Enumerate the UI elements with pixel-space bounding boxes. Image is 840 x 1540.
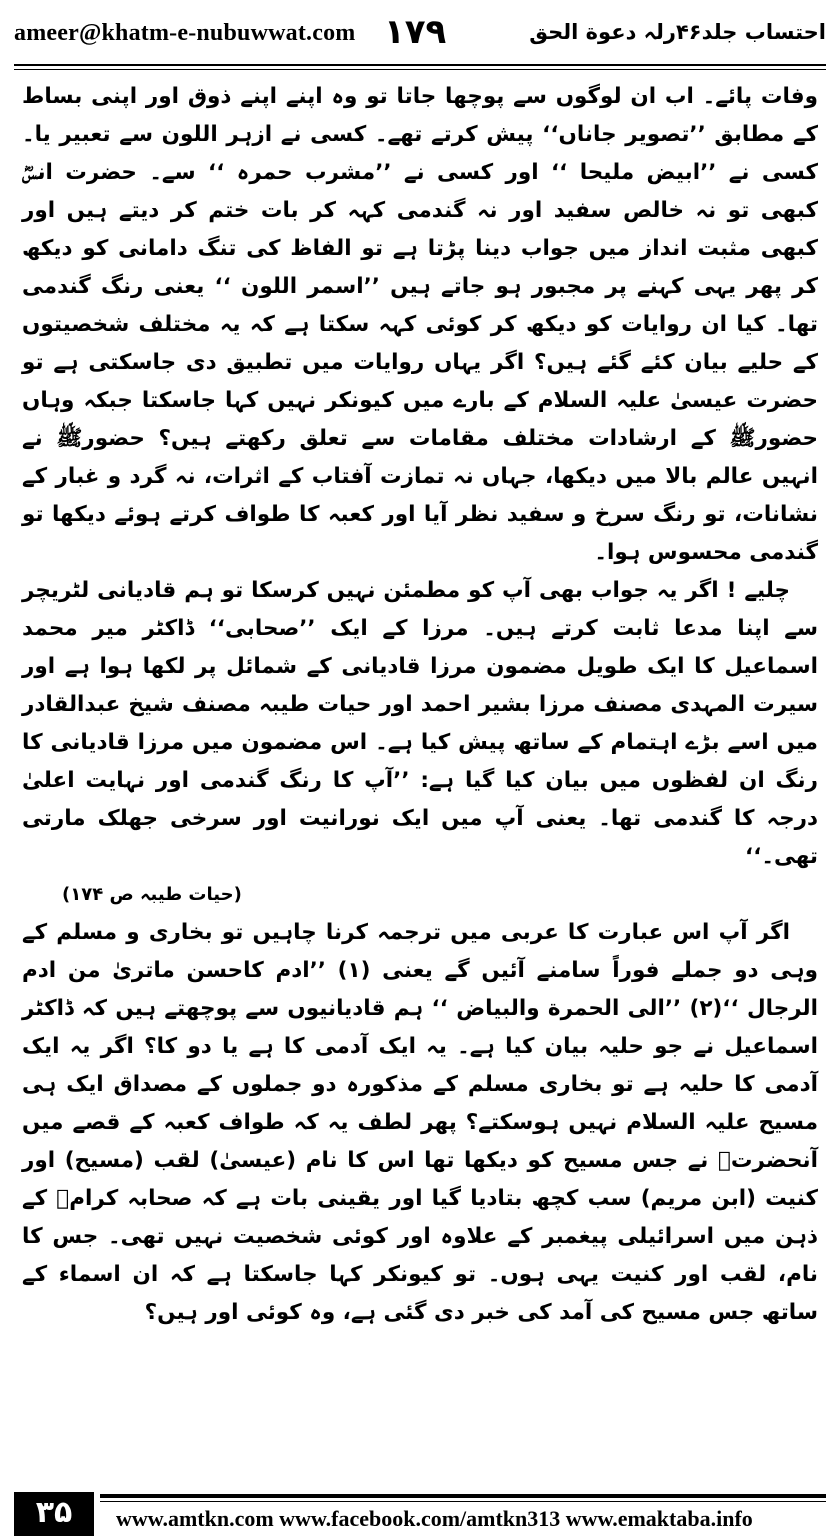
footer-rule-thin xyxy=(100,1501,826,1502)
footer-links: www.amtkn.com www.facebook.com/amtkn313 www.emaktaba.info xyxy=(116,1506,753,1531)
page-header xyxy=(14,14,826,60)
header-book-title: احتساب جلد۴۶رلہ دعوة الحق xyxy=(529,20,826,44)
citation: (حیات طیبہ ص ۱۷۴) xyxy=(62,884,242,905)
paragraph-1: وفات پائے۔ اب ان لوگوں سے پوچھا جاتا تو وہ اپنے اپنے ذوق اور اپنی بساط کے مطابق ’’تصویر جاناں‘‘ پیش کرتے تھے۔ کسی نے ازہر اللون سے تعبیر یا۔ کسی نے ’’ابیض ملیحا ‘‘ اور کسی نے ’’مشرب حمرہ ‘‘ سے۔ حضرت انسؓ کبھی تو نہ خالص سفید اور نہ گندمی کہہ کر بات ختم کر دیتے ہیں اور کبھی مثبت انداز میں جواب دینا پڑتا ہے تو الفاظ کی تنگ دامانی کو دیکھ کر پھر یہی کہنے پر مجبور ہو جاتے ہیں ’’اسمر اللون ‘‘ یعنی رنگ گندمی تھا۔ کیا ان روایات کو دیکھ کر کوئی کہہ سکتا ہے کہ یہ مختلف شخصیتوں کے حلیے بیان کئے گئے ہیں؟ اگر یہاں روایات میں تطبیق دی جاسکتی ہے تو حضرت عیسیٰ علیہ السلام کے بارے میں کیونکر نہیں کہا جاسکتا جبکہ وہاں حضورﷺ کے ارشادات مختلف مقامات سے تعلق رکھتے ہیں؟ حضورﷺ نے انہیں عالم بالا میں دیکھا، جہاں نہ تمازت آفتاب کے اثرات، نہ گرد و غبار کے نشانات، تو رنگ سرخ و سفید نظر آیا اور کعبہ کا طواف کرتے ہوئے دیکھا تو گندمی محسوس ہوا۔ xyxy=(22,84,819,565)
body-text xyxy=(22,78,818,1332)
footer-page-number: ۳۵ xyxy=(14,1492,94,1536)
header-email: ameer@khatm-e-nubuwwat.com xyxy=(14,20,356,46)
header-rule xyxy=(14,64,826,66)
footer-rule xyxy=(100,1494,826,1498)
page-footer xyxy=(0,1484,840,1540)
citation-line xyxy=(22,876,818,914)
paragraph-2: چلیے ! اگر یہ جواب بھی آپ کو مطمئن نہیں کرسکا تو ہم قادیانی لٹریچر سے اپنا مدعا ثابت کرتے ہیں۔ مرزا کے ایک ’’صحابی‘‘ ڈاکٹر میر محمد اسماعیل کا ایک طویل مضمون مرزا قادیانی کے شمائل پر لکھا ہوا ہے اور سیرت المہدی مصنف مرزا بشیر احمد اور حیات طیبہ مصنف شیخ عبدالقادر میں اسے بڑے اہتمام کے ساتھ پیش کیا ہے۔ اس مضمون میں مرزا قادیانی کا رنگ ان لفظوں میں بیان کیا گیا ہے: ’’آپ کا رنگ گندمی اور نہایت اعلیٰ درجہ کا گندمی تھا۔ یعنی آپ میں ایک نورانیت اور سرخی جھلک مارتی تھی۔‘‘ xyxy=(22,578,818,869)
paragraph-3: اگر آپ اس عبارت کا عربی میں ترجمہ کرنا چاہیں تو بخاری و مسلم کے وہی دو جملے فوراً سامنے آئیں گے یعنی (۱) ’’ادم کاحسن ماتریٰ من ادم الرجال ‘‘(۲) ’’الی الحمرة والبیاض ‘‘ ہم قادیانیوں سے پوچھتے ہیں کہ ڈاکٹر اسماعیل نے جو حلیہ بیان کیا ہے۔ یہ ایک آدمی کا ہے یا دو کا؟ اگر یہ ایک آدمی کا حلیہ ہے تو بخاری مسلم کے مذکورہ دو جملوں کے مصداق ایک ہی مسیح علیہ السلام نہیں ہوسکتے؟ پھر لطف یہ کہ طواف کعبہ کے قصے میں آنحضرتﷺ نے جس مسیح کو دیکھا تھا اس کا نام (عیسیٰ) لقب (مسیح) اور کنیت (ابن مریم) سب کچھ بتادیا گیا اور یقینی بات ہے کہ صحابہ کرامؓ کے ذہن میں اسرائیلی پیغمبر کے علاوہ اور کوئی شخصیت نہیں تھی۔ جس کا نام، لقب اور کنیت یہی ہوں۔ تو کیونکر کہا جاسکتا ہے کہ ان اسماء کے ساتھ جس مسیح کی آمد کی خبر دی گئی ہے، وہ کوئی اور ہیں؟ xyxy=(22,920,819,1325)
header-rule-thin xyxy=(14,69,826,70)
header-page-number: ۱۷۹ xyxy=(384,12,447,52)
